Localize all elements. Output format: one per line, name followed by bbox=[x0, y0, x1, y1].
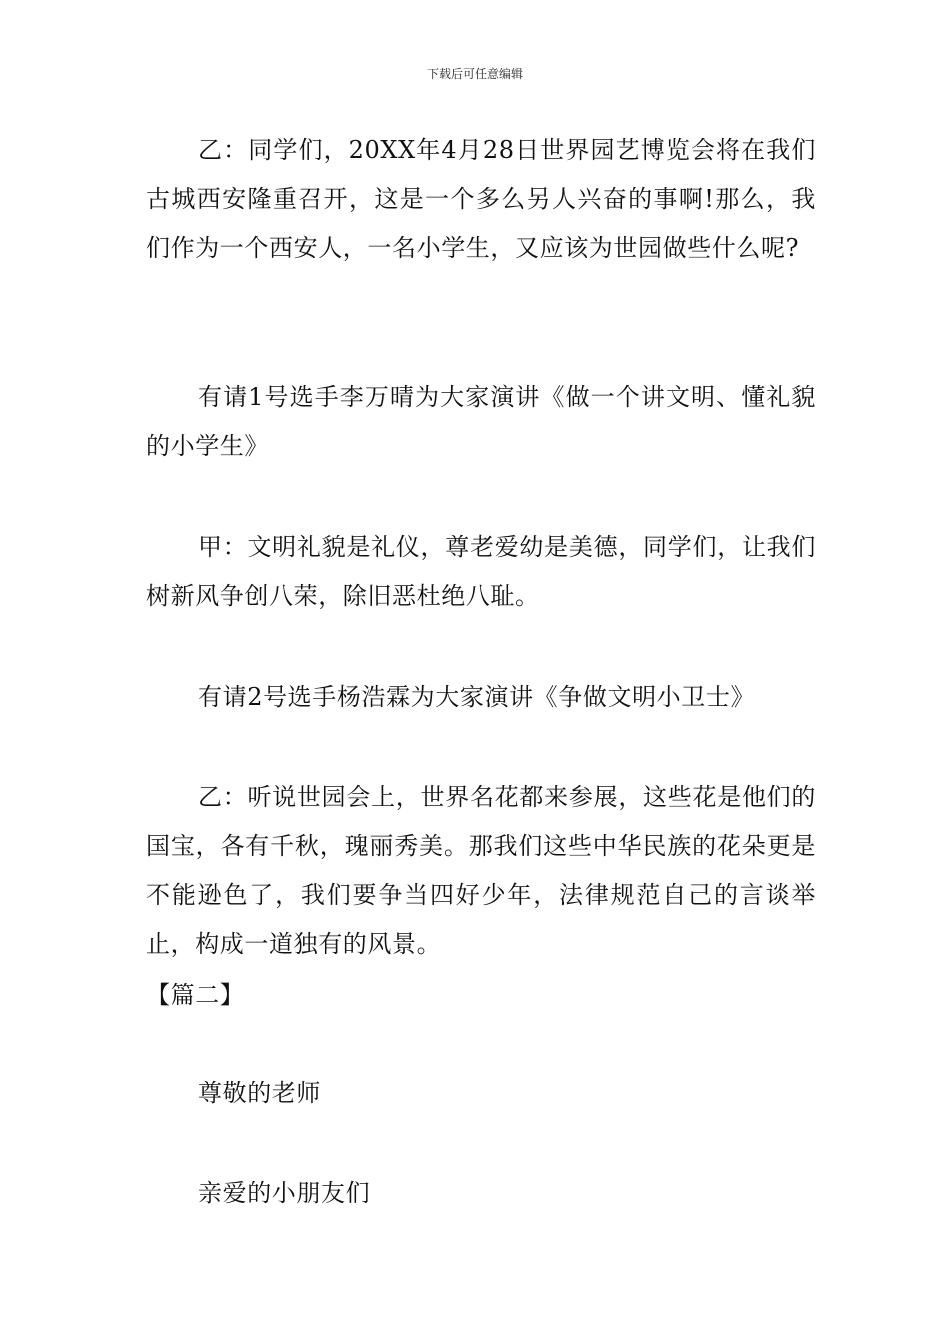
paragraph-1: 乙：同学们，20XX年4月28日世界园艺博览会将在我们古城西安隆重召开，这是一个多么另人兴奋的事啊!那么，我们作为一个西安人，一名小学生，又应该为世园做些什么呢? bbox=[146, 136, 816, 262]
paragraph-3: 甲：文明礼貌是礼仪，尊老爱幼是美德，同学们，让我们树新风争创八荣，除旧恶杜绝八耻。 bbox=[146, 533, 816, 610]
page-header-note: 下载后可任意编辑 bbox=[426, 67, 523, 81]
paragraph-4: 有请2号选手杨浩霖为大家演讲《争做文明小卫士》 bbox=[198, 683, 756, 711]
paragraph-5: 乙：听说世园会上，世界名花都来参展，这些花是他们的国宝，各有千秋，瑰丽秀美。那我们这些中华民族的花朵更是不能逊色了，我们要争当四好少年，法律规范自己的言谈举止，构成一道独有的风景。 bbox=[146, 783, 816, 958]
section-heading: 【篇二】 bbox=[146, 981, 245, 1009]
paragraph-6: 尊敬的老师 bbox=[198, 1079, 321, 1107]
document-body bbox=[146, 0, 816, 1344]
paragraph-7: 亲爱的小朋友们 bbox=[198, 1179, 371, 1207]
paragraph-2: 有请1号选手李万晴为大家演讲《做一个讲文明、懂礼貌的小学生》 bbox=[146, 383, 816, 460]
